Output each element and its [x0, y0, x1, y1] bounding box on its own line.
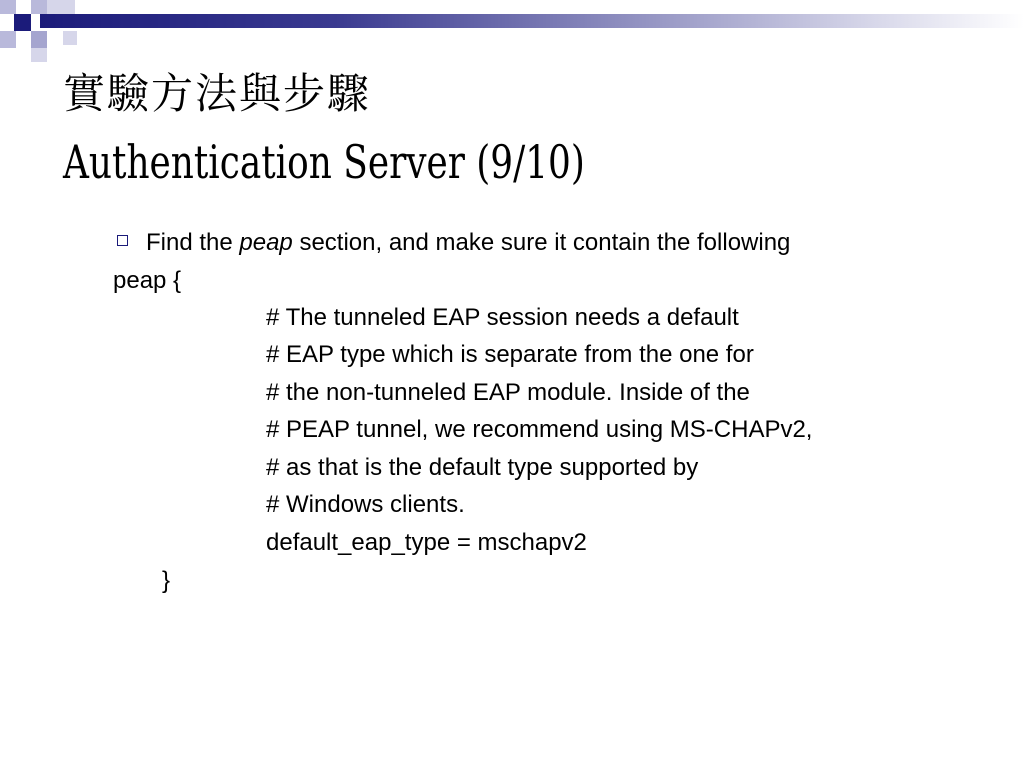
code-line: # EAP type which is separate from the one for — [266, 341, 754, 368]
title-english: Authentication Server (9/10) — [63, 135, 585, 189]
code-line: default_eap_type = mschapv2 — [266, 529, 587, 556]
code-open: peap { — [113, 267, 182, 294]
bullet-text — [146, 228, 790, 258]
code-line: # The tunneled EAP session needs a default — [266, 304, 739, 331]
bullet-prefix: Find the — [146, 229, 240, 256]
code-line: # the non-tunneled EAP module. Inside of the — [266, 379, 750, 406]
code-line: # PEAP tunnel, we recommend using MS-CHAPv2, — [266, 416, 813, 443]
code-line: # Windows clients. — [266, 491, 465, 518]
hollow-square-bullet-icon — [117, 235, 128, 246]
bullet-suffix: section, and make sure it contain the following — [292, 229, 791, 256]
code-close: } — [162, 567, 171, 594]
code-line: # as that is the default type supported by — [266, 454, 699, 481]
title-chinese: 實驗方法與步驟 — [63, 69, 372, 118]
bullet-emphasis: peap — [239, 229, 293, 256]
